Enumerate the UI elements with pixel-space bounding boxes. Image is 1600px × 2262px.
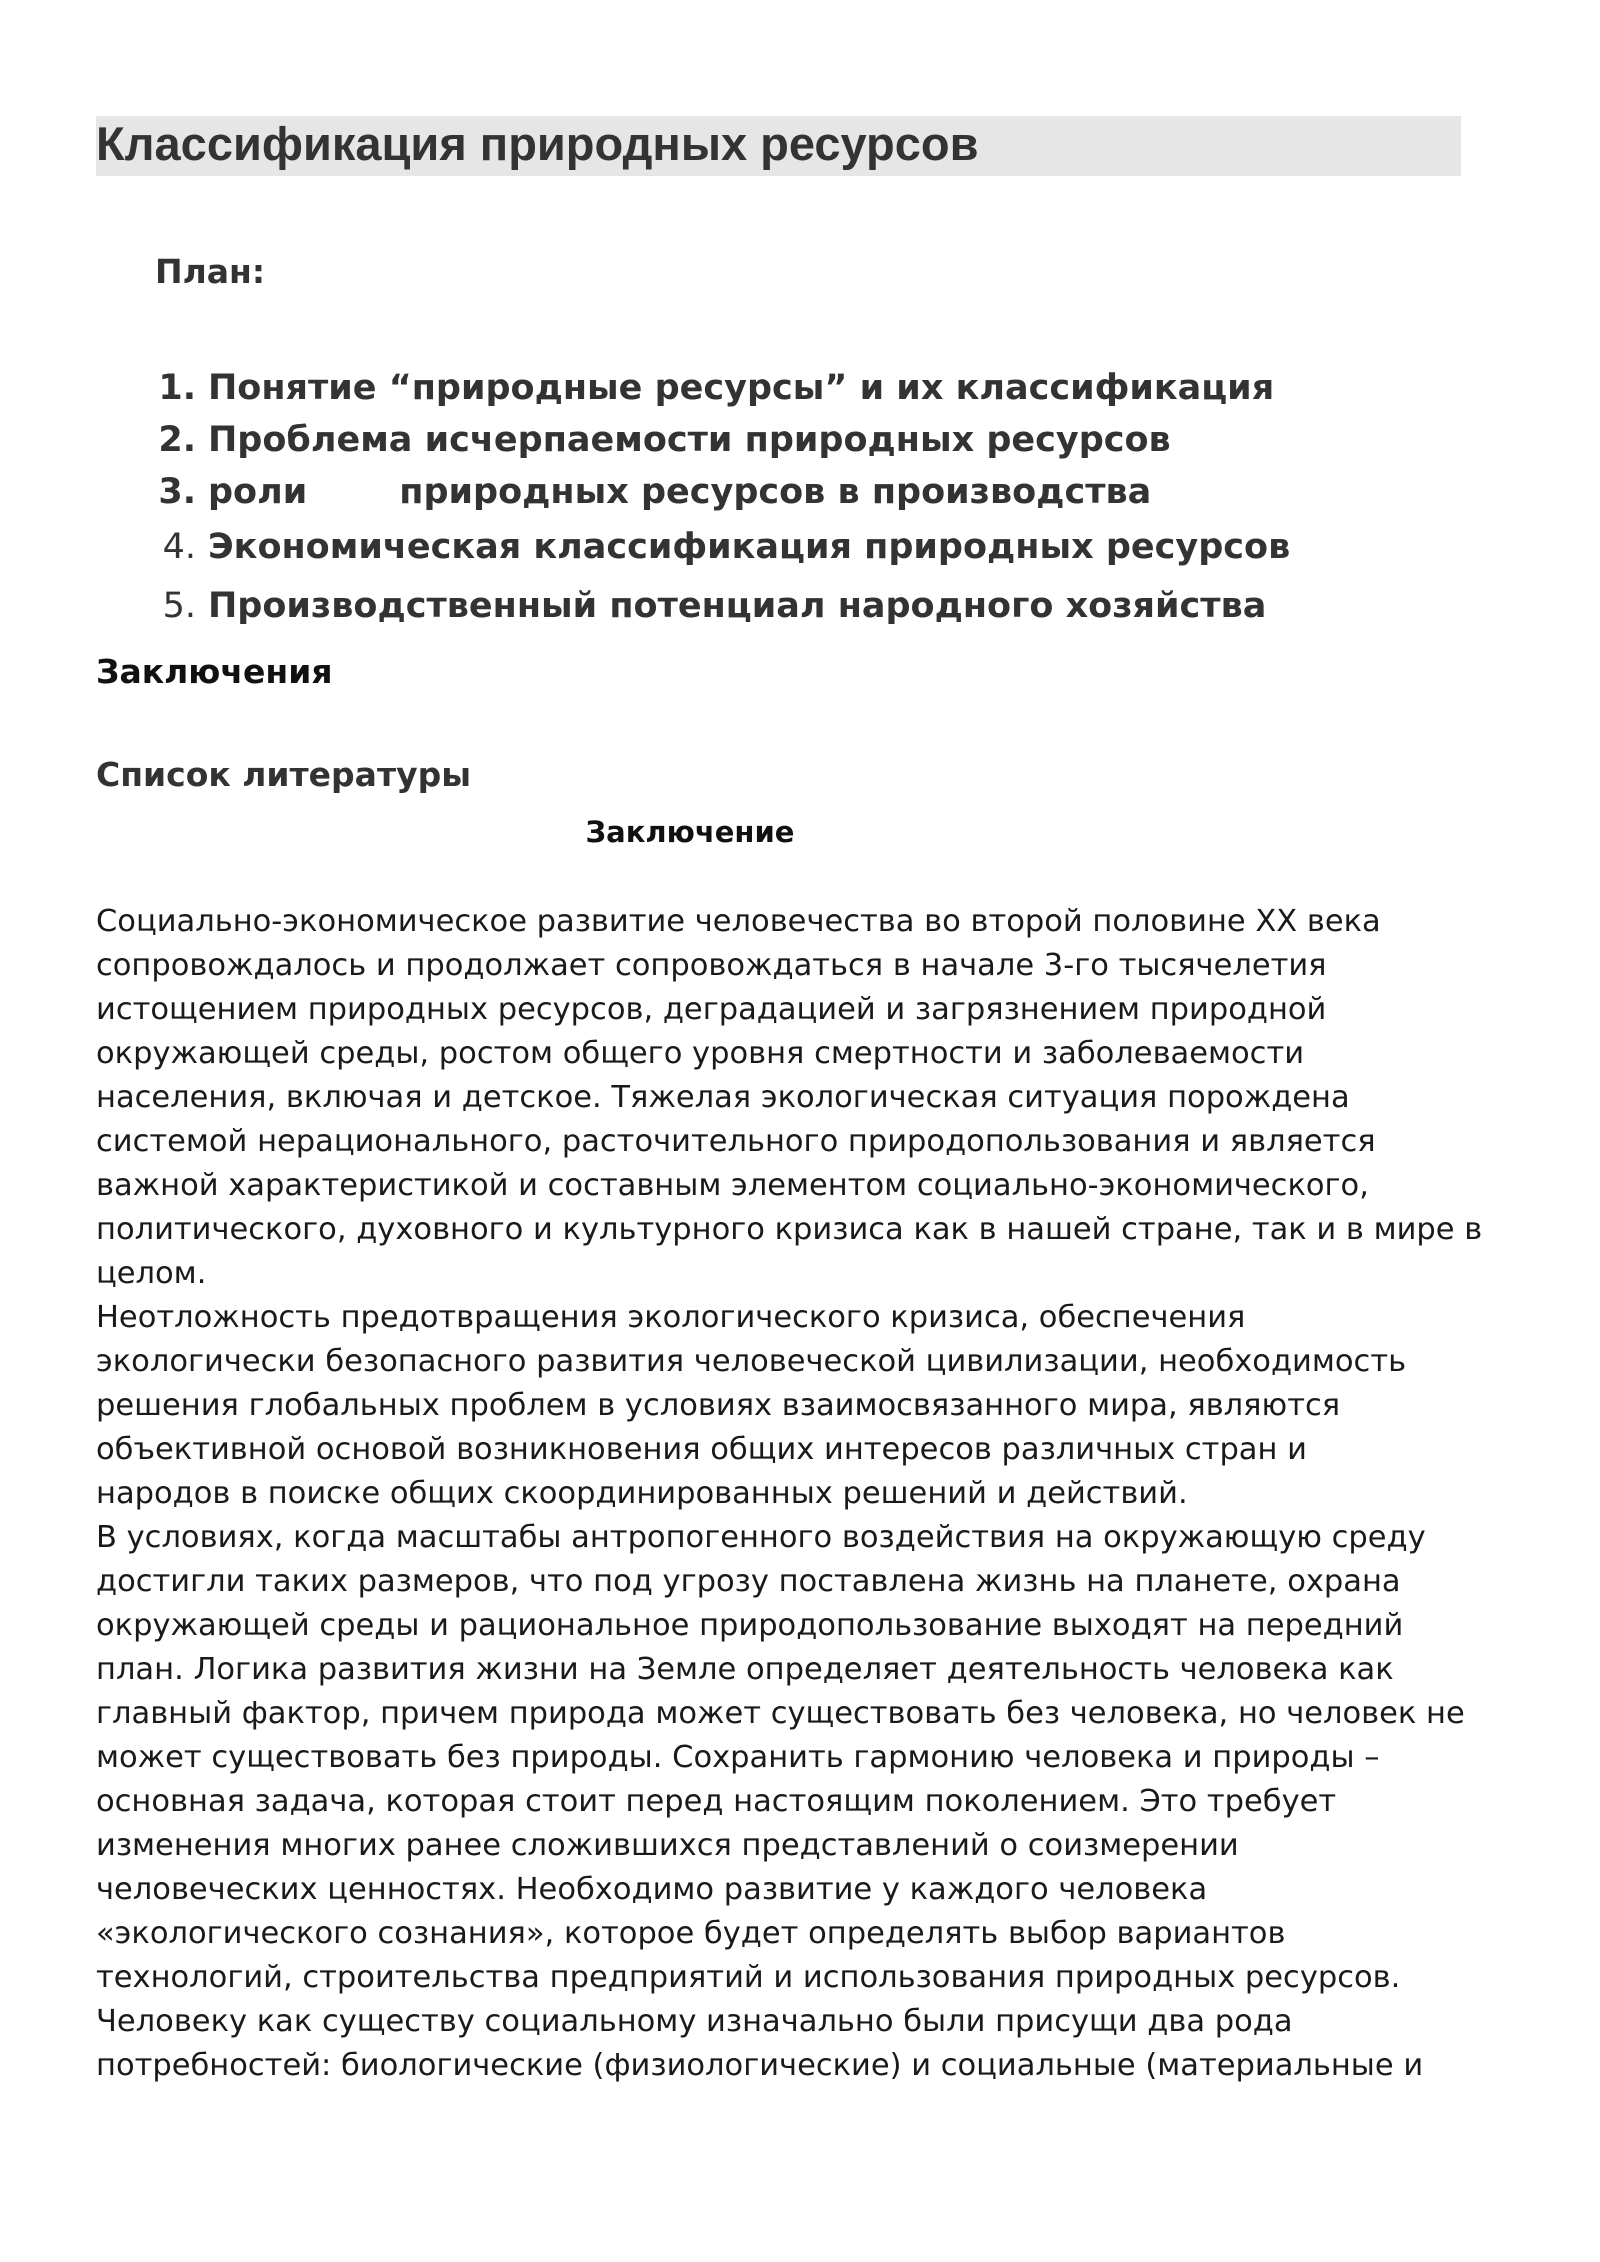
body-line: «экологического сознания», которое будет определять выбор вариантов <box>96 1916 1286 1951</box>
plan-heading: План: <box>155 252 266 291</box>
body-text <box>96 900 1496 2088</box>
plan-item <box>96 577 1290 636</box>
body-line: важной характеристикой и составным элементом социально-экономического, <box>96 1168 1369 1203</box>
body-line: изменения многих ранее сложившихся представлений о соизмерении <box>96 1828 1239 1863</box>
body-line: достигли таких размеров, что под угрозу поставлена жизнь на планете, охрана <box>96 1564 1401 1599</box>
references-heading: Список литературы <box>96 755 472 794</box>
plan-item <box>96 518 1290 577</box>
plan-item-text: Производственный потенциал народного хозяйства <box>208 586 1267 626</box>
body-line: план. Логика развития жизни на Земле определяет деятельность человека как <box>96 1652 1394 1687</box>
body-line: главный фактор, причем природа может существовать без человека, но человек не <box>96 1696 1465 1731</box>
plan-item-number: 5. <box>162 586 196 626</box>
body-line: окружающей среды, ростом общего уровня смертности и заболеваемости <box>96 1036 1305 1071</box>
body-line: народов в поиске общих скоординированных решений и действий. <box>96 1476 1188 1511</box>
plan-item-number: 1. <box>158 368 196 408</box>
plan-item-text-part: природных ресурсов в производства <box>399 472 1152 512</box>
body-line: основная задача, которая стоит перед настоящим поколением. Это требует <box>96 1784 1337 1819</box>
body-line: может существовать без природы. Сохранить гармонию человека и природы – <box>96 1740 1380 1775</box>
plan-item-text: Проблема исчерпаемости природных ресурсов <box>208 420 1171 460</box>
body-line: населения, включая и детское. Тяжелая экологическая ситуация порождена <box>96 1080 1350 1115</box>
section-title: Заключение <box>585 815 795 849</box>
plan-item-number: 2. <box>158 420 196 460</box>
body-line: окружающей среды и рациональное природопользование выходят на передний <box>96 1608 1404 1643</box>
body-line: объективной основой возникновения общих интересов различных стран и <box>96 1432 1307 1467</box>
plan-item-number: 3. <box>158 472 196 512</box>
plan-item-number: 4. <box>162 527 196 567</box>
body-line: системой нерационального, расточительного природопользования и является <box>96 1124 1376 1159</box>
plan-item-text <box>208 466 1151 518</box>
conclusions-heading: Заключения <box>96 652 333 691</box>
plan-list <box>96 362 1290 636</box>
document-title: Классификация природных ресурсов <box>96 117 979 170</box>
plan-item <box>96 414 1290 466</box>
body-line: истощением природных ресурсов, деградацией и загрязнением природной <box>96 992 1327 1027</box>
body-line: экологически безопасного развития человеческой цивилизации, необходимость <box>96 1344 1407 1379</box>
plan-item-text-part: роли <box>208 472 308 512</box>
body-line: Неотложность предотвращения экологического кризиса, обеспечения <box>96 1300 1246 1335</box>
body-line: технологий, строительства предприятий и использования природных ресурсов. <box>96 1960 1401 1995</box>
body-line: решения глобальных проблем в условиях взаимосвязанного мира, являются <box>96 1388 1341 1423</box>
body-line: В условиях, когда масштабы антропогенного воздействия на окружающую среду <box>96 1520 1426 1555</box>
body-line: целом. <box>96 1256 207 1291</box>
body-line: потребностей: биологические (физиологические) и социальные (материальные и <box>96 2048 1424 2083</box>
plan-item <box>96 362 1290 414</box>
body-line: человеческих ценностях. Необходимо развитие у каждого человека <box>96 1872 1208 1907</box>
body-line: Человеку как существу социальному изначально были присущи два рода <box>96 2004 1293 2039</box>
body-line: сопровождалось и продолжает сопровождаться в начале 3-го тысячелетия <box>96 948 1327 983</box>
plan-item <box>96 466 1290 518</box>
body-line: Социально-экономическое развитие человечества во второй половине XX века <box>96 904 1381 939</box>
plan-item-text: Понятие “природные ресурсы” и их классификация <box>208 368 1275 408</box>
plan-item-text: Экономическая классификация природных ресурсов <box>208 527 1291 567</box>
body-line: политического, духовного и культурного кризиса как в нашей стране, так и в мире в <box>96 1212 1483 1247</box>
